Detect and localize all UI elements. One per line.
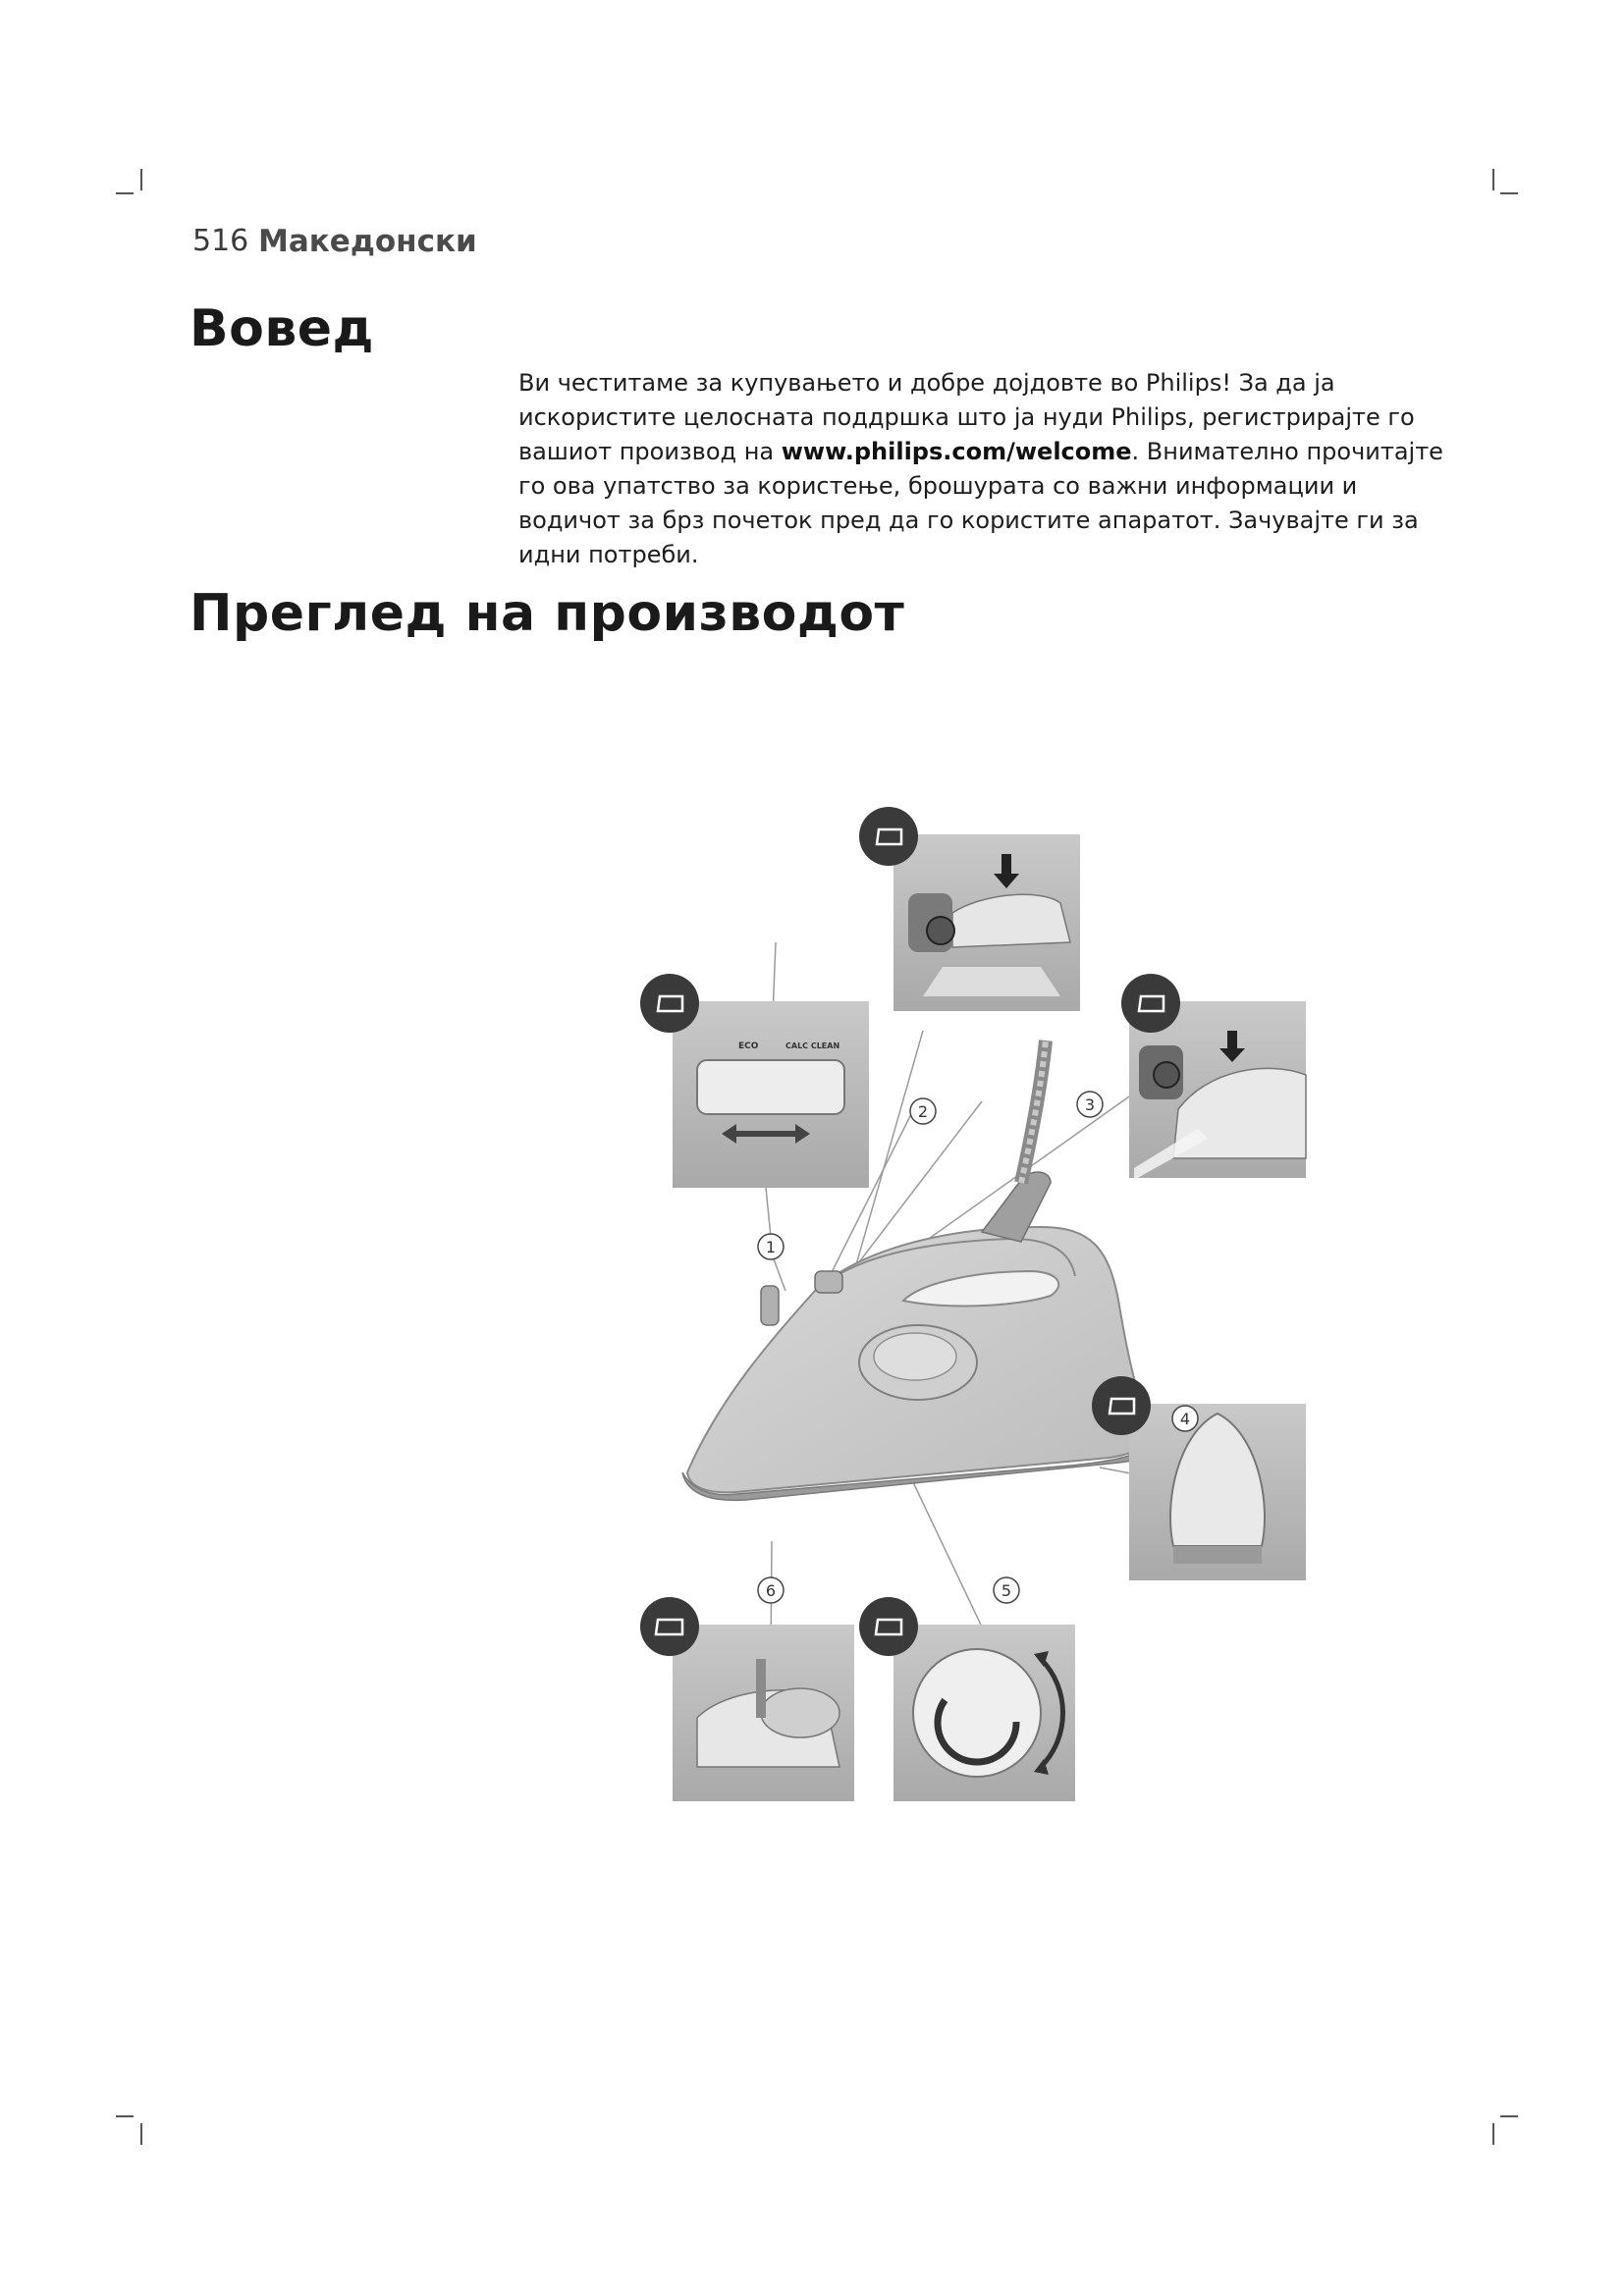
callout-6 <box>758 1577 784 1603</box>
intro-heading: Вовед <box>189 299 375 358</box>
crop-mark <box>1492 2123 1494 2145</box>
callout-label-3: 3 <box>1084 1095 1096 1114</box>
callout-label-2: 2 <box>917 1102 929 1121</box>
crop-mark <box>140 2123 142 2145</box>
crop-mark <box>1500 2115 1518 2117</box>
callout-5 <box>994 1577 1019 1603</box>
callout-label-5: 5 <box>1001 1581 1012 1600</box>
callout-label-6: 6 <box>765 1581 777 1600</box>
callout-4 <box>1172 1406 1198 1431</box>
callout-3 <box>1077 1092 1103 1117</box>
overview-heading: Преглед на производот <box>189 584 905 643</box>
callout-label-4: 4 <box>1179 1410 1191 1428</box>
product-overview-figure <box>628 795 1335 1826</box>
intro-paragraph <box>518 366 1461 572</box>
crop-mark <box>1492 169 1494 190</box>
callout-2 <box>910 1098 936 1124</box>
label-eco: ECO <box>738 1041 759 1051</box>
callout-label-1: 1 <box>765 1238 777 1256</box>
crop-mark <box>116 2115 134 2117</box>
panel-temperature-dial <box>859 1597 1075 1801</box>
panel-spray <box>1121 974 1306 1180</box>
page-language: Македонски <box>258 224 477 259</box>
intro-text-before: Ви честитаме за купувањето и добре дојдовте во Philips! За да ја искористите целосната поддршка што ја нуди Philips, регистрирајте го вашиот производ на <box>518 369 1415 465</box>
panel-soleplate <box>1092 1376 1306 1580</box>
crop-mark <box>1500 192 1518 194</box>
crop-mark <box>116 192 134 194</box>
welcome-url: www.philips.com/welcome <box>781 438 1132 465</box>
panel-steam-selector <box>640 974 869 1188</box>
callout-1 <box>758 1234 784 1259</box>
label-calc-clean: CALC CLEAN <box>785 1041 840 1050</box>
crop-mark <box>140 169 142 190</box>
intro-text-after: . Внимателно прочитајте го ова упатство за користење, брошурата со важни информации и водичот за брз почеток пред да го користите апаратот. Зачувајте ги за идни потреби. <box>518 438 1443 568</box>
panel-water-tank <box>640 1597 854 1801</box>
panel-steam-boost <box>859 807 1080 1011</box>
page-number: 516 <box>192 224 249 258</box>
